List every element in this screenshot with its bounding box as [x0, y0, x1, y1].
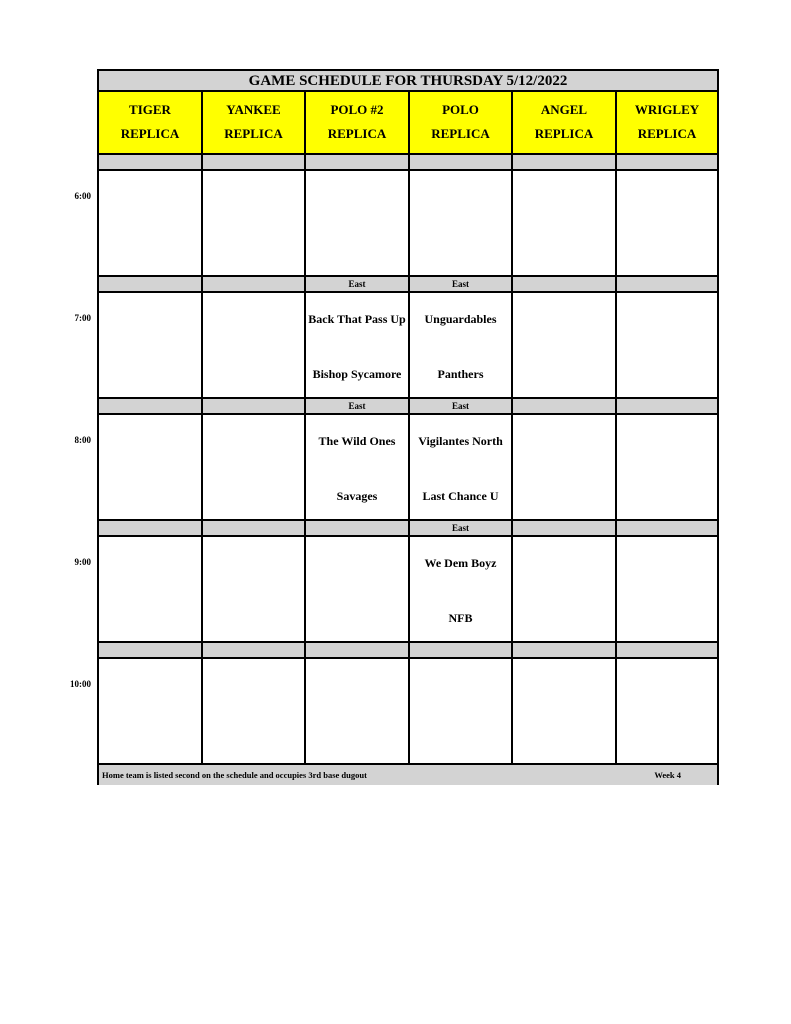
home-team: Bishop Sycamore [312, 367, 402, 381]
game-cell [203, 537, 306, 643]
time-label: 7:00 [74, 313, 91, 323]
game-cell [410, 659, 513, 765]
field-name: ANGEL [540, 102, 588, 117]
division-label [513, 521, 617, 537]
away-team: Unguardables [424, 312, 497, 326]
division-label [99, 399, 203, 415]
time-label: 9:00 [74, 557, 91, 567]
field-header [306, 92, 410, 155]
division-label [306, 521, 410, 537]
field-type: REPLICA [534, 126, 594, 141]
away-team: Vigilantes North [418, 434, 503, 448]
division-label [513, 155, 617, 171]
field-type: REPLICA [120, 126, 180, 141]
division-label: East [410, 521, 513, 537]
time-label: 8:00 [74, 435, 91, 445]
division-label: East [306, 399, 410, 415]
game-cell [410, 293, 513, 399]
game-cell [306, 659, 410, 765]
game-cell [617, 659, 717, 765]
field-header [513, 92, 617, 155]
away-team: We Dem Boyz [424, 556, 497, 570]
division-label [203, 399, 306, 415]
division-label [617, 643, 717, 659]
game-cell [410, 537, 513, 643]
time-label: 10:00 [70, 679, 91, 689]
field-header [99, 92, 203, 155]
field-name: WRIGLEY [634, 102, 700, 117]
division-label: East [410, 277, 513, 293]
home-team-note: Home team is listed second on the schedule and occupies 3rd base dugout [102, 770, 367, 780]
game-cell [203, 293, 306, 399]
home-team: Savages [336, 489, 378, 503]
field-type: REPLICA [224, 126, 283, 141]
game-cell [513, 415, 617, 521]
home-team: Panthers [437, 367, 484, 381]
game-cell [203, 415, 306, 521]
division-label: East [410, 399, 513, 415]
game-cell [306, 537, 410, 643]
game-cell [513, 659, 617, 765]
field-type: REPLICA [431, 126, 490, 141]
game-cell [99, 537, 203, 643]
game-cell [617, 415, 717, 521]
game-cell [99, 293, 203, 399]
week-label: Week 4 [654, 770, 681, 780]
game-cell [513, 171, 617, 277]
game-cell [410, 415, 513, 521]
home-team: NFB [448, 611, 473, 625]
field-name: YANKEE [226, 102, 281, 117]
division-label [513, 643, 617, 659]
division-label [617, 399, 717, 415]
division-label [617, 155, 717, 171]
game-cell [617, 171, 717, 277]
division-label [617, 277, 717, 293]
field-type: REPLICA [637, 126, 697, 141]
game-cell [99, 415, 203, 521]
division-label [203, 643, 306, 659]
division-label [99, 521, 203, 537]
game-cell [306, 415, 410, 521]
division-label [99, 277, 203, 293]
division-label [513, 277, 617, 293]
game-cell [513, 537, 617, 643]
game-cell [99, 171, 203, 277]
game-cell [617, 537, 717, 643]
away-team: Back That Pass Up [308, 312, 406, 326]
game-cell [306, 171, 410, 277]
field-header [410, 92, 513, 155]
home-team: Last Chance U [422, 489, 499, 503]
time-label: 6:00 [74, 191, 91, 201]
division-label [410, 155, 513, 171]
field-name: TIGER [129, 102, 171, 117]
game-cell [99, 659, 203, 765]
game-cell [203, 659, 306, 765]
schedule-title: GAME SCHEDULE FOR THURSDAY 5/12/2022 [99, 71, 717, 92]
game-cell [617, 293, 717, 399]
division-label [203, 277, 306, 293]
field-name: POLO #2 [330, 102, 384, 117]
division-label [306, 643, 410, 659]
division-label [617, 521, 717, 537]
schedule-footer [99, 765, 717, 785]
game-cell [513, 293, 617, 399]
division-label [513, 399, 617, 415]
game-cell [410, 171, 513, 277]
division-label [99, 155, 203, 171]
division-label [410, 643, 513, 659]
field-header [203, 92, 306, 155]
division-label [203, 155, 306, 171]
game-cell [203, 171, 306, 277]
game-cell [306, 293, 410, 399]
schedule-table [97, 69, 719, 785]
division-label [203, 521, 306, 537]
field-type: REPLICA [327, 126, 387, 141]
division-label: East [306, 277, 410, 293]
field-name: POLO [442, 102, 479, 117]
division-label [306, 155, 410, 171]
division-label [99, 643, 203, 659]
away-team: The Wild Ones [318, 434, 396, 448]
field-header [617, 92, 717, 155]
